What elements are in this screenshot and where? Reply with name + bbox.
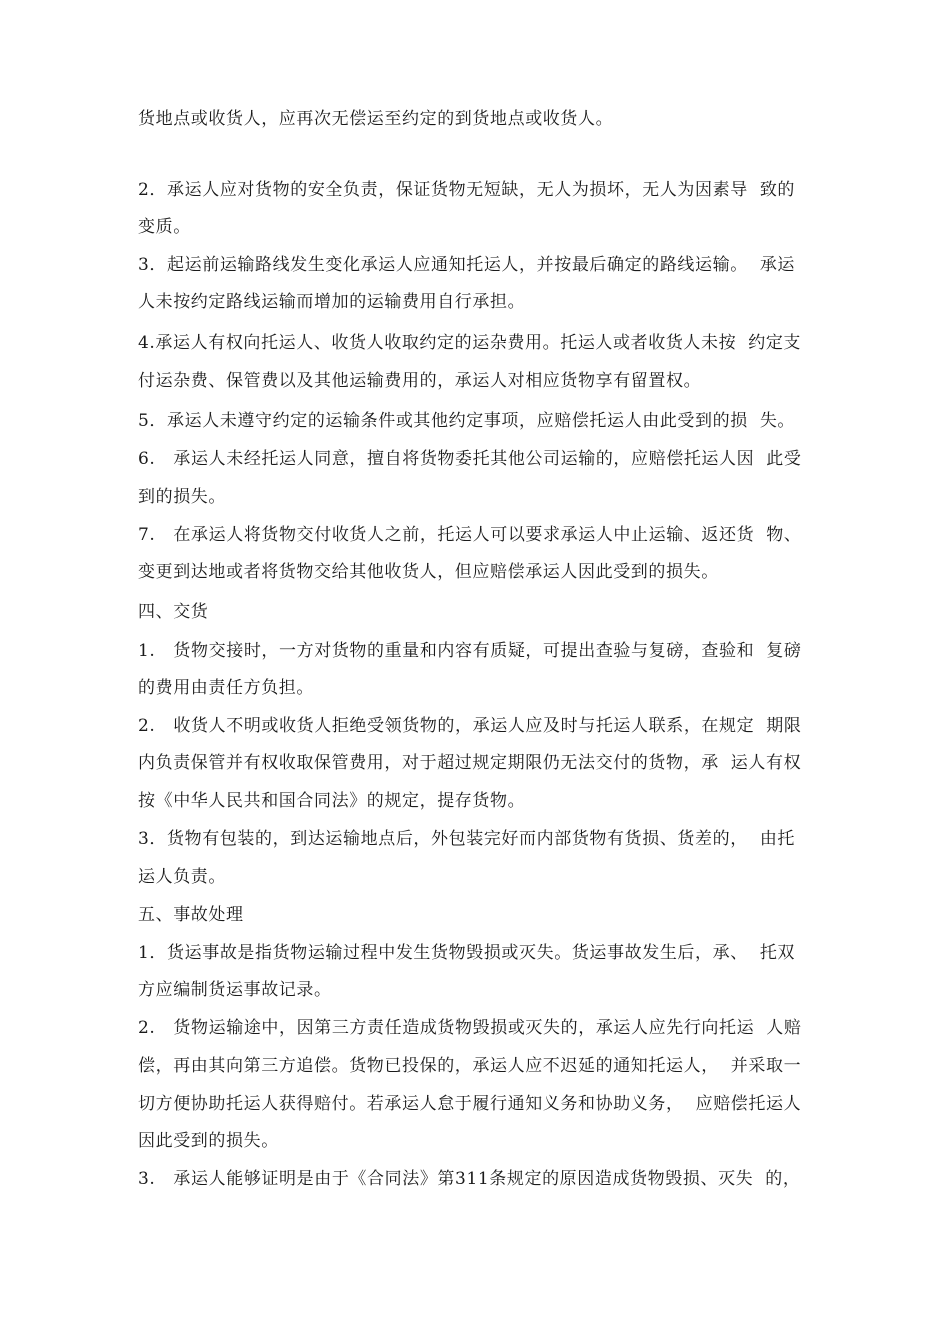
text-line: 方应编制货运事故记录。 xyxy=(138,980,332,1000)
text-line: 货地点或收货人，应再次无偿运至约定的到货地点或收货人。 xyxy=(138,109,614,129)
text-line: 变更到达地或者将货物交给其他收货人，但应赔偿承运人因此受到的损失。 xyxy=(138,562,719,582)
section-heading: 五、事故处理 xyxy=(138,905,244,925)
text-line: 变质。 xyxy=(138,217,191,237)
text-line: 按《中华人民共和国合同法》的规定，提存货物。 xyxy=(138,791,526,811)
text-line: 付运杂费、保管费以及其他运输费用的，承运人对相应货物享有留置权。 xyxy=(138,371,702,391)
text-line: 2. 货物运输途中，因第三方责任造成货物毁损或灭失的，承运人应先行向托运 人赔 xyxy=(138,1018,802,1038)
text-line: 2. 收货人不明或收货人拒绝受领货物的，承运人应及时与托运人联系，在规定 期限 xyxy=(138,716,802,736)
text-line: 切方便协助托运人获得赔付。若承运人怠于履行通知义务和协助义务， 应赔偿托运人 xyxy=(138,1094,802,1114)
text-line: 到的损失。 xyxy=(138,487,226,507)
text-line: 3. 承运人能够证明是由于《合同法》第311条规定的原因造成货物毁损、灭失 的， xyxy=(138,1169,801,1189)
text-line: 2．承运人应对货物的安全负责，保证货物无短缺，无人为损坏，无人为因素导 致的 xyxy=(138,180,796,200)
text-line: 偿，再由其向第三方追偿。货物已投保的，承运人应不迟延的通知托运人， 并采取一 xyxy=(138,1056,802,1076)
text-line: 人未按约定路线运输而增加的运输费用自行承担。 xyxy=(138,292,526,312)
text-line: 内负责保管并有权收取保管费用，对于超过规定期限仍无法交付的货物，承 运人有权 xyxy=(138,753,802,773)
text-line: 3．起运前运输路线发生变化承运人应通知托运人，并按最后确定的路线运输。 承运 xyxy=(138,255,796,275)
text-line: 1．货运事故是指货物运输过程中发生货物毁损或灭失。货运事故发生后，承、 托双 xyxy=(138,943,796,963)
text-line: 3．货物有包装的，到达运输地点后，外包装完好而内部货物有货损、货差的， 由托 xyxy=(138,829,796,849)
text-line: 的费用由责任方负担。 xyxy=(138,678,314,698)
text-line: 7. 在承运人将货物交付收货人之前，托运人可以要求承运人中止运输、返还货 物、 xyxy=(138,525,802,545)
section-heading: 四、交货 xyxy=(138,602,209,622)
text-line: 运人负责。 xyxy=(138,867,226,887)
text-line: 1. 货物交接时，一方对货物的重量和内容有质疑，可提出查验与复磅，查验和 复磅 xyxy=(138,641,802,661)
text-line: 4.承运人有权向托运人、收货人收取约定的运杂费用。托运人或者收货人未按 约定支 xyxy=(138,333,802,353)
text-line: 6. 承运人未经托运人同意，擅自将货物委托其他公司运输的，应赔偿托运人因 此受 xyxy=(138,449,802,469)
text-line: 5．承运人未遵守约定的运输条件或其他约定事项，应赔偿托运人由此受到的损 失。 xyxy=(138,411,796,431)
text-line: 因此受到的损失。 xyxy=(138,1131,279,1151)
